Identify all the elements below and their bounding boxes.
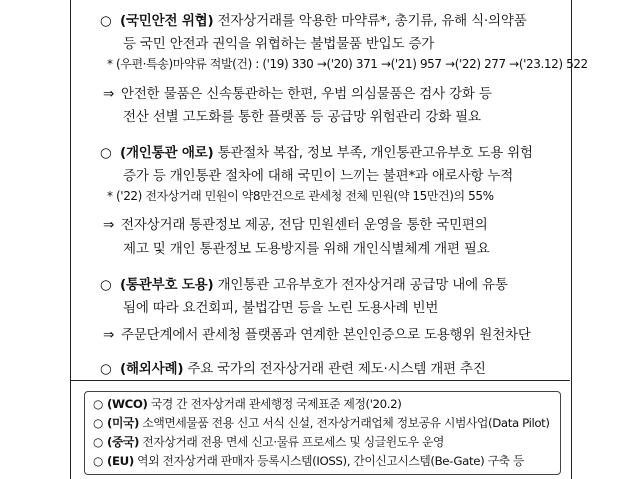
section-3-arrow-text-1: 주문단계에서 관세청 플랫폼과 연계한 본인인증으로 도용행위 원천차단: [121, 327, 531, 343]
box-item-wco: [93, 395, 401, 412]
section-1-arrow-line-2: 전산 선별 고도화를 통한 플랫폼 등 공급망 위험관리 강화 필요: [123, 109, 481, 125]
box-item-china: [93, 433, 444, 450]
circle-bullet-icon: ○: [100, 13, 112, 29]
section-3-line-2: 됨에 따라 요건회피, 불법감면 등을 노린 도용사례 빈번: [123, 300, 439, 316]
section-1-heading: (국민안전 위협): [120, 13, 214, 29]
box-item-text: 역외 전자상거래 판매자 등록시스템(IOSS), 간이신고시스템(Be-Gate) 구축 등: [133, 454, 524, 468]
arrow-icon: ⇒: [103, 327, 115, 343]
section-1-arrow-text-1: 안전한 물품은 신속통관하는 한편, 우범 의심물품은 검사 강화 등: [121, 86, 492, 102]
section-4-line-1: [100, 357, 486, 377]
circle-bullet-icon: ○: [93, 416, 103, 430]
section-2-arrow-line-1: [103, 213, 488, 233]
box-item-heading: (EU): [107, 454, 134, 468]
section-2-note: * ('22) 전자상거래 민원이 약8만건으로 관세청 전체 민원(약 15만건)의 55%: [107, 189, 494, 203]
section-2-arrow-text-1: 전자상거래 통관정보 제공, 전담 민원센터 운영을 통한 국민편의: [121, 217, 488, 233]
section-1-line-2: 등 국민 안전과 권익을 위협하는 불법물품 반입도 증가: [123, 36, 435, 52]
section-1-text: 전자상거래를 악용한 마약류*, 총기류, 유해 식·의약품: [213, 13, 527, 29]
box-item-usa: [93, 414, 550, 431]
circle-bullet-icon: ○: [100, 145, 112, 161]
circle-bullet-icon: ○: [93, 435, 103, 449]
overseas-cases-box: [84, 391, 561, 475]
box-item-text: 국경 간 전자상거래 관세행정 국제표준 제정('20.2): [147, 397, 402, 411]
box-item-heading: (중국): [107, 435, 139, 449]
section-4-text: 주요 국가의 전자상거래 관련 제도·시스템 개편 추진: [183, 361, 486, 377]
arrow-icon: ⇒: [103, 86, 115, 102]
divider: [70, 380, 570, 381]
section-1-arrow-line-1: [103, 82, 492, 102]
box-item-eu: [93, 452, 524, 469]
section-3-arrow-line-1: [103, 323, 531, 343]
circle-bullet-icon: ○: [93, 454, 103, 468]
section-3-heading: (통관부호 도용): [120, 277, 214, 293]
circle-bullet-icon: ○: [100, 361, 112, 377]
section-2-text: 통관절차 복잡, 정보 부족, 개인통관고유부호 도용 위험: [213, 145, 533, 161]
circle-bullet-icon: ○: [93, 397, 103, 411]
section-4-heading: (해외사례): [120, 361, 184, 377]
box-item-text: 전자상거래 전용 면세 신고·물류 프로세스 및 싱글윈도우 운영: [138, 435, 445, 449]
section-2-heading: (개인통관 애로): [120, 145, 214, 161]
box-item-heading: (WCO): [107, 397, 148, 411]
section-3-line-1: [100, 273, 508, 293]
section-2-line-1: [100, 141, 533, 161]
section-3-text: 개인통관 고유부호가 전자상거래 공급망 내에 유통: [213, 277, 508, 293]
section-2-line-2: 증가 등 개인통관 절차에 대해 국민이 느끼는 불편*과 애로사항 누적: [123, 168, 514, 184]
circle-bullet-icon: ○: [100, 277, 112, 293]
section-1-line-1: [100, 9, 527, 29]
section-1-note: * (우편·특송)마약류 적발(건) : ('19) 330 →('20) 371 →('21) 957 →('22) 277 →('23.12) 522: [107, 57, 588, 71]
box-item-heading: (미국): [107, 416, 139, 430]
section-2-arrow-line-2: 제고 및 개인 통관정보 도용방지를 위해 개인식별체계 개편 필요: [123, 241, 490, 257]
box-item-text: 소액면세물품 전용 신고 서식 신설, 전자상거래업체 정보공유 시범사업(Data Pilot): [138, 416, 550, 430]
arrow-icon: ⇒: [103, 217, 115, 233]
